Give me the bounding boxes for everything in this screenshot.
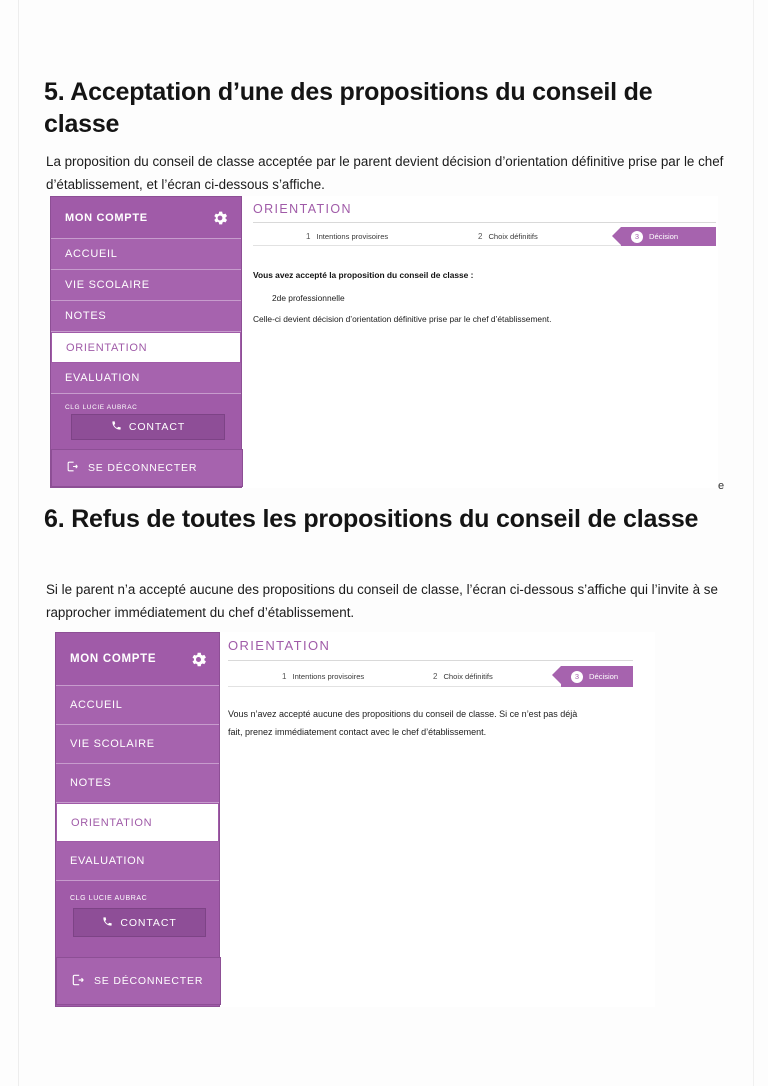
contact-label: CONTACT (120, 916, 177, 929)
acceptation-message-title: Vous avez accepté la proposition du conseil de classe : (253, 270, 474, 280)
contact-button[interactable] (73, 908, 206, 937)
sidebar-item-notes[interactable] (56, 764, 219, 803)
sidebar-item-vie-scolaire[interactable] (51, 270, 241, 301)
sidebar-item-orientation[interactable] (56, 803, 219, 842)
logout-button[interactable] (51, 449, 243, 487)
refus-message-line1: Vous n’avez accepté aucune des propositions du conseil de classe. Si ce n’est pas déjà (228, 709, 578, 719)
sidebar-account-label: MON COMPTE (70, 653, 157, 665)
sidebar-item-orientation[interactable] (51, 332, 241, 363)
content-title: ORIENTATION (253, 202, 352, 216)
stray-mark: e (718, 480, 725, 492)
acceptation-message-footer: Celle-ci devient décision d’orientation définitive prise par le chef d’établissement. (253, 314, 552, 324)
sidebar-item-accueil[interactable] (51, 239, 241, 270)
step-label: Intentions provisoires (292, 672, 365, 681)
sidebar-item-account[interactable] (56, 633, 219, 686)
step-label: Choix définitifs (443, 672, 493, 681)
sidebar-item-notes[interactable] (51, 301, 241, 332)
section-5-heading: 5. Acceptation d’une des propositions du conseil de classe (44, 78, 653, 138)
section-6-paragraph: Si le parent n’a accepté aucune des propositions du conseil de classe, l’écran ci-dessous s’affiche qui l’invite à se rapprocher immédiatement du chef d’établissement. (46, 582, 718, 621)
sidebar-item-label: EVALUATION (65, 372, 141, 384)
section-6-heading: 6. Refus de toutes les propositions du conseil de classe (44, 505, 699, 533)
acceptation-choice: 2de professionnelle (272, 293, 345, 303)
section-5-paragraph: La proposition du conseil de classe acceptée par le parent devient décision d’orientation définitive prise par le chef d’établissement, et l’écran ci-dessous s’affiche. (46, 154, 724, 193)
refus-message-line2: fait, prenez immédiatement contact avec le chef d’établissement. (228, 727, 487, 737)
step-1[interactable] (306, 227, 388, 246)
step-number: 3 (631, 231, 643, 243)
step-3[interactable] (571, 666, 618, 687)
content-divider (228, 660, 633, 661)
sidebar-item-label: ACCUEIL (65, 248, 118, 260)
step-3[interactable] (631, 227, 678, 246)
logout-icon (71, 973, 85, 990)
step-label: Décision (589, 672, 619, 681)
sidebar-item-label: ORIENTATION (71, 816, 153, 829)
step-number: 2 (433, 672, 438, 681)
sidebar-item-label: NOTES (65, 310, 107, 322)
step-2[interactable] (478, 227, 538, 246)
phone-icon (111, 420, 122, 434)
orientation-stepbar (228, 666, 633, 687)
gear-icon[interactable] (211, 209, 229, 227)
app-screenshot-acceptation (50, 196, 718, 488)
sidebar (55, 632, 220, 1007)
orientation-stepbar (253, 227, 716, 246)
sidebar-item-label: VIE SCOLAIRE (70, 738, 155, 750)
sidebar-item-vie-scolaire[interactable] (56, 725, 219, 764)
step-label: Choix définitifs (488, 232, 538, 241)
phone-icon (102, 916, 113, 930)
step-number: 2 (478, 232, 483, 241)
sidebar-item-accueil[interactable] (56, 686, 219, 725)
app-screenshot-refus (55, 632, 655, 1007)
logout-label: SE DÉCONNECTER (88, 462, 198, 474)
content-title: ORIENTATION (228, 638, 331, 653)
step-1[interactable] (282, 666, 364, 687)
sidebar-item-evaluation[interactable] (56, 842, 219, 881)
contact-button[interactable] (71, 414, 225, 440)
content-divider (253, 222, 716, 223)
sidebar-item-label: ACCUEIL (70, 699, 123, 711)
contact-label: CONTACT (128, 421, 186, 433)
sidebar-account-label: MON COMPTE (65, 211, 148, 224)
step-number: 3 (571, 671, 583, 683)
step-number: 1 (282, 672, 287, 681)
logout-button[interactable] (56, 957, 221, 1005)
step-label: Intentions provisoires (316, 232, 389, 241)
logout-label: SE DÉCONNECTER (94, 975, 204, 987)
gear-icon[interactable] (189, 650, 207, 668)
establishment-name: CLG LUCIE AUBRAC (65, 404, 138, 411)
sidebar-item-label: ORIENTATION (66, 341, 148, 354)
scan-edge-left (18, 0, 19, 1086)
sidebar-item-label: NOTES (70, 777, 112, 789)
step-2[interactable] (433, 666, 493, 687)
step-label: Décision (649, 232, 679, 241)
logout-icon (66, 460, 79, 476)
sidebar (50, 196, 242, 488)
establishment-name: CLG LUCIE AUBRAC (70, 895, 148, 902)
sidebar-item-label: EVALUATION (70, 855, 146, 867)
sidebar-item-label: VIE SCOLAIRE (65, 279, 150, 291)
scan-edge-right (753, 0, 754, 1086)
sidebar-item-account[interactable] (51, 197, 241, 239)
sidebar-item-evaluation[interactable] (51, 363, 241, 394)
step-number: 1 (306, 232, 311, 241)
